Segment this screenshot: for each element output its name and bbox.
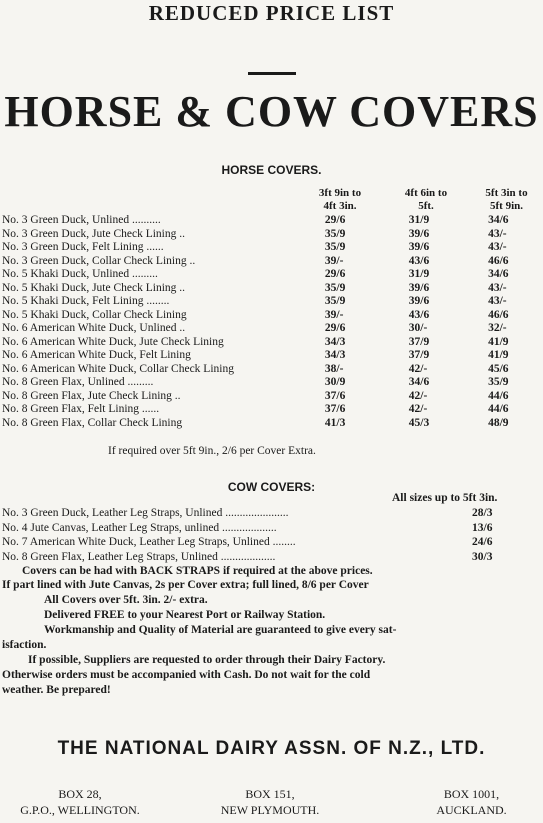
cow-cover-price: 13/6 <box>472 521 493 534</box>
price-medium: 42/- <box>408 362 428 375</box>
address-new-plymouth: BOX 151, NEW PLYMOUTH. <box>220 787 320 817</box>
item-description: No. 8 Green Flax, Jute Check Lining .. <box>2 389 181 402</box>
price-small: 35/9 <box>324 227 346 240</box>
price-small: 29/6 <box>324 214 346 226</box>
price-large: 46/6 <box>488 308 509 321</box>
address-auckland: BOX 1001, AUCKLAND. <box>436 787 507 817</box>
horse-cover-row <box>0 214 543 228</box>
price-medium: 42/- <box>408 389 428 402</box>
item-description: No. 6 American White Duck, Jute Check Lining <box>2 335 224 348</box>
price-small: 39/- <box>324 308 344 321</box>
note-size-extra: All Covers over 5ft. 3in. 2/- extra. <box>44 594 208 606</box>
price-medium: 42/- <box>408 403 428 415</box>
item-description: No. 5 Khaki Duck, Felt Lining ........ <box>2 295 170 307</box>
note-lining: If part lined with Jute Canvas, 2s per Cover extra; full lined, 8/6 per Cover <box>2 579 369 591</box>
price-large: 44/6 <box>488 389 509 402</box>
price-medium: 43/6 <box>408 308 430 321</box>
note-order-1: If possible, Suppliers are requested to order through their Dairy Factory. <box>28 654 386 666</box>
horse-cover-row <box>0 295 543 309</box>
cow-cover-price: 24/6 <box>472 536 493 548</box>
price-small: 35/9 <box>324 241 346 253</box>
cow-covers-heading: COW COVERS: <box>227 480 316 494</box>
price-small: 37/6 <box>324 403 346 415</box>
price-large: 45/6 <box>488 362 509 375</box>
horse-cover-row <box>0 241 543 255</box>
horse-covers-heading: HORSE COVERS. <box>221 163 322 177</box>
price-large: 44/6 <box>488 403 509 415</box>
cow-cover-price: 28/3 <box>472 507 493 519</box>
price-large: 34/6 <box>488 268 509 280</box>
note-delivery: Delivered FREE to your Nearest Port or Railway Station. <box>44 609 326 621</box>
column-header-3: 5ft 3in to 5ft 9in. <box>485 187 528 212</box>
horse-cover-row <box>0 390 543 404</box>
price-small: 39/- <box>324 254 344 267</box>
item-description: No. 8 Green Flax, Unlined ......... <box>2 376 154 388</box>
horse-cover-row <box>0 363 543 377</box>
price-small: 34/3 <box>324 349 346 361</box>
price-small: 35/9 <box>324 281 346 294</box>
price-medium: 31/9 <box>408 214 430 226</box>
price-small: 29/6 <box>324 268 346 280</box>
item-description: No. 3 Green Duck, Unlined .......... <box>2 214 161 226</box>
horse-cover-row <box>0 228 543 242</box>
price-small: 34/3 <box>324 335 346 348</box>
horse-cover-row <box>0 309 543 323</box>
price-medium: 39/6 <box>408 227 430 240</box>
price-small: 30/9 <box>324 376 346 388</box>
price-small: 29/6 <box>324 322 346 334</box>
price-large: 43/- <box>488 241 507 253</box>
horse-cover-row <box>0 268 543 282</box>
price-medium: 39/6 <box>408 241 430 253</box>
column-header-1: 3ft 9in to 4ft 3in. <box>318 187 362 212</box>
horse-cover-row <box>0 282 543 296</box>
price-large: 46/6 <box>488 254 509 267</box>
horse-covers-table <box>0 214 543 430</box>
price-medium: 31/9 <box>408 268 430 280</box>
cow-cover-description: No. 4 Jute Canvas, Leather Leg Straps, unlined ................... <box>2 521 277 534</box>
price-medium: 39/6 <box>408 281 430 294</box>
price-medium: 39/6 <box>408 295 430 307</box>
note-guarantee: Workmanship and Quality of Material are guaranteed to give every sat- <box>44 624 397 636</box>
price-small: 37/6 <box>324 389 346 402</box>
address-wellington: BOX 28, G.P.O., WELLINGTON. <box>20 787 140 817</box>
horse-cover-row <box>0 255 543 269</box>
item-description: No. 5 Khaki Duck, Unlined ......... <box>2 268 158 280</box>
cow-size-note: All sizes up to 5ft 3in. <box>392 492 498 504</box>
price-large: 41/9 <box>488 349 509 361</box>
item-description: No. 3 Green Duck, Collar Check Lining .. <box>2 254 196 267</box>
horse-extra-note: If required over 5ft 9in., 2/6 per Cover Extra. <box>108 445 316 457</box>
horse-cover-row <box>0 417 543 431</box>
horse-cover-row <box>0 322 543 336</box>
horse-cover-row <box>0 376 543 390</box>
item-description: No. 5 Khaki Duck, Collar Check Lining <box>2 308 187 321</box>
main-title: HORSE & COW COVERS <box>4 87 539 136</box>
price-large: 43/- <box>488 281 507 294</box>
price-large: 41/9 <box>488 335 509 348</box>
column-header-2: 4ft 6in to 5ft. <box>404 187 448 212</box>
cow-cover-description: No. 8 Green Flax, Leather Leg Straps, Unlined ................... <box>2 550 276 563</box>
list-title: REDUCED PRICE LIST <box>148 1 395 25</box>
note-order-2: Otherwise orders must be accompanied with Cash. Do not wait for the cold <box>2 669 371 681</box>
cow-cover-description: No. 7 American White Duck, Leather Leg Straps, Unlined ........ <box>2 536 296 548</box>
horse-cover-row <box>0 336 543 350</box>
item-description: No. 3 Green Duck, Jute Check Lining .. <box>2 227 186 240</box>
divider-rule <box>248 72 296 75</box>
horse-covers-rows <box>0 214 543 430</box>
price-medium: 45/3 <box>408 416 430 429</box>
item-description: No. 6 American White Duck, Collar Check Lining <box>2 362 234 375</box>
note-back-straps: Covers can be had with BACK STRAPS if required at the above prices. <box>22 565 373 577</box>
price-medium: 30/- <box>408 322 428 334</box>
item-description: No. 6 American White Duck, Felt Lining <box>2 349 191 361</box>
item-description: No. 5 Khaki Duck, Jute Check Lining .. <box>2 281 186 294</box>
price-medium: 37/9 <box>408 335 430 348</box>
price-medium: 43/6 <box>408 254 430 267</box>
price-large: 35/9 <box>488 376 509 388</box>
price-large: 34/6 <box>488 214 509 226</box>
note-guarantee-end: isfaction. <box>2 639 47 651</box>
cow-cover-description: No. 3 Green Duck, Leather Leg Straps, Unlined ...................... <box>2 507 289 519</box>
price-medium: 37/9 <box>408 349 430 361</box>
item-description: No. 6 American White Duck, Unlined .. <box>2 322 186 334</box>
note-order-3: weather. Be prepared! <box>2 684 111 696</box>
item-description: No. 8 Green Flax, Collar Check Lining <box>2 416 183 429</box>
price-small: 41/3 <box>324 416 346 429</box>
price-small: 38/- <box>324 362 344 375</box>
price-large: 43/- <box>488 227 507 240</box>
company-name: THE NATIONAL DAIRY ASSN. OF N.Z., LTD. <box>57 738 486 759</box>
horse-cover-row <box>0 349 543 363</box>
item-description: No. 8 Green Flax, Felt Lining ...... <box>2 403 160 415</box>
price-large: 43/- <box>488 295 507 307</box>
horse-cover-row <box>0 403 543 417</box>
price-medium: 34/6 <box>408 376 430 388</box>
cow-cover-price: 30/3 <box>472 550 493 563</box>
price-large: 48/9 <box>488 416 509 429</box>
price-small: 35/9 <box>324 295 346 307</box>
price-large: 32/- <box>488 322 507 334</box>
item-description: No. 3 Green Duck, Felt Lining ...... <box>2 241 164 253</box>
